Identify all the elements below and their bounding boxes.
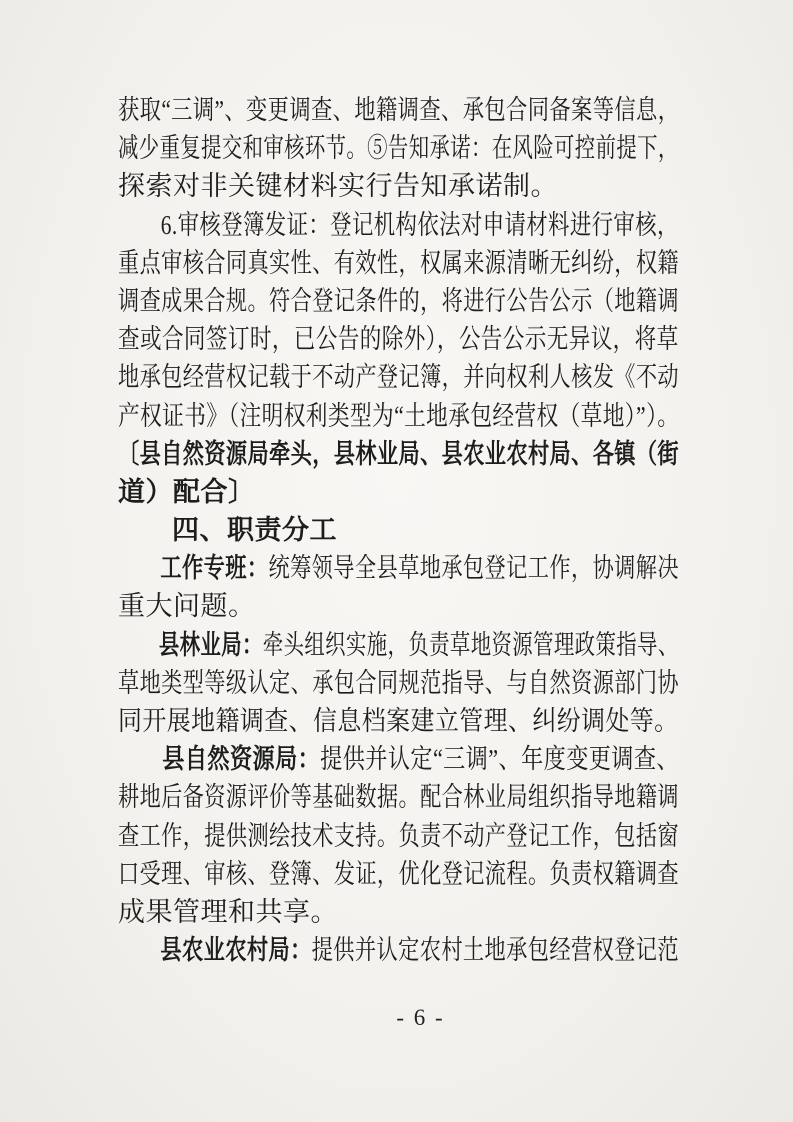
text-line [118,549,679,587]
text-line: 产权证书》（注明权利类型为“土地承包经营权（草地）”）。 [118,400,680,431]
paragraph-label: 县林业局： [158,629,263,660]
text-line: 耕地后备资源评价等基础数据。配合林业局组织指导地籍调 [118,782,679,813]
paragraph-text: 提供并认定农村土地承包经营权登记范 [311,935,679,966]
text-line: 口受理、审核、登簿、发证，优化登记流程。负责权籍调查 [118,858,679,889]
text-line: 成果管理和共享。 [118,896,338,927]
paragraph-text: 提供并认定“三调”、年度变更调查、 [320,744,679,775]
text-line: 查工作，提供测绘技术支持。负责不动产登记工作，包括窗 [118,820,679,851]
text-line: 地承包经营权记载于不动产登记簿，并向权利人核发《不动 [118,362,679,393]
section-heading: 四、职责分工 [172,515,337,546]
paragraph-label: 县自然资源局： [162,744,321,775]
paragraph-text: 牵头组织实施，负责草地资源管理政策指导、 [262,629,679,660]
responsibility-note-line: 〔县自然资源局牵头，县林业局、县农业农村局、各镇（街 [118,438,679,469]
responsibility-note-line: 道）配合〕 [118,476,256,507]
text-line: 6.审核登簿发证：登记机构依法对申请材料进行审核， [160,209,679,240]
document-body [118,91,679,969]
text-line: 草地类型等级认定、承包合同规范指导、与自然资源部门协 [118,667,679,698]
paragraph-label: 工作专班： [160,553,269,584]
text-line: 调查成果合规。符合登记条件的，将进行公告公示（地籍调 [118,285,679,316]
text-line: 同开展地籍调查、信息档案建立管理、纠纷调处等。 [118,706,679,736]
text-line: 查或合同签订时，已公告的除外），公告公示无异议，将草 [118,324,679,355]
text-line: 减少重复提交和审核环节。⑤告知承诺：在风险可控前提下， [118,133,679,164]
page-number: - 6 - [396,1005,445,1030]
text-line [118,626,679,664]
paragraph-label: 县农业农村局： [160,935,312,966]
text-line [118,740,679,778]
text-line [118,931,679,969]
text-line: 获取“三调”、变更调查、地籍调查、承包合同备案等信息， [118,95,680,125]
text-line: 重点审核合同真实性、有效性，权属来源清晰无纠纷，权籍 [118,247,679,278]
paragraph-text: 统筹领导全县草地承包登记工作，协调解决 [268,553,679,584]
text-line: 探索对非关键材料实行告知承诺制。 [118,171,558,202]
text-line: 重大问题。 [118,591,256,622]
